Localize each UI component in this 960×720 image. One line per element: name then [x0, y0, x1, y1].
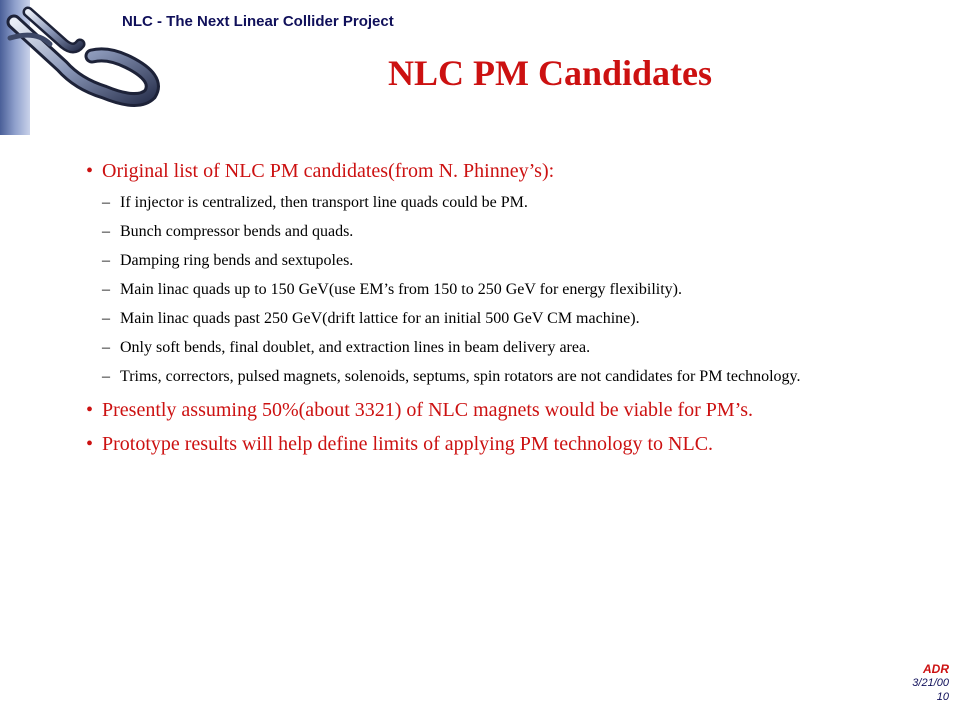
footer-author: ADR — [923, 662, 949, 676]
sub-item-text: If injector is centralized, then transport line quads could be PM. — [120, 194, 528, 211]
sub-item-damping-ring — [86, 251, 926, 271]
bullet-mark: • — [86, 433, 94, 455]
dash-mark: – — [102, 310, 110, 327]
dash-mark: – — [102, 223, 110, 240]
slide-content — [86, 158, 926, 457]
bullet-text: Presently assuming 50%(about 3321) of NLC magnets would be viable for PM’s. — [102, 399, 754, 421]
bullet-mark: • — [86, 399, 94, 421]
bullet-assumption — [86, 397, 926, 423]
bullet-mark: • — [86, 160, 94, 182]
bullet-text: Prototype results will help define limits of applying PM technology to NLC. — [102, 433, 714, 455]
sub-item-text: Main linac quads up to 150 GeV(use EM’s from 150 to 250 GeV for energy flexibility). — [120, 281, 682, 298]
slide-footer — [912, 662, 949, 704]
sub-item-text: Trims, correctors, pulsed magnets, solenoids, septums, spin rotators are not candidates for PM technology. — [120, 368, 801, 385]
dash-mark: – — [102, 368, 110, 385]
bullet-text: Original list of NLC PM candidates(from N. Phinney’s): — [102, 160, 555, 182]
dash-mark: – — [102, 194, 110, 211]
slide-title: NLC PM Candidates — [387, 53, 713, 93]
sub-item-text: Damping ring bends and sextupoles. — [120, 252, 354, 269]
sub-item-text: Only soft bends, final doublet, and extraction lines in beam delivery area. — [120, 339, 591, 356]
sub-item-linac-150 — [86, 280, 926, 300]
project-name: NLC - The Next Linear Collider Project — [122, 13, 394, 30]
footer-page-number: 10 — [936, 691, 949, 703]
sub-item-injector — [86, 193, 926, 213]
sub-item-text: Main linac quads past 250 GeV(drift lattice for an initial 500 GeV CM machine). — [120, 310, 640, 327]
dash-mark: – — [102, 281, 110, 298]
sub-item-beam-delivery — [86, 338, 926, 358]
sub-item-linac-250 — [86, 309, 926, 329]
footer-date: 3/21/00 — [912, 677, 949, 689]
bullet-prototype — [86, 431, 926, 457]
bullet-original-list — [86, 158, 926, 184]
sub-item-not-candidates — [86, 367, 926, 387]
sub-item-bunch-compressor — [86, 222, 926, 242]
dash-mark: – — [102, 252, 110, 269]
sub-bullet-list — [86, 193, 926, 387]
dash-mark: – — [102, 339, 110, 356]
sub-item-text: Bunch compressor bends and quads. — [120, 223, 354, 240]
